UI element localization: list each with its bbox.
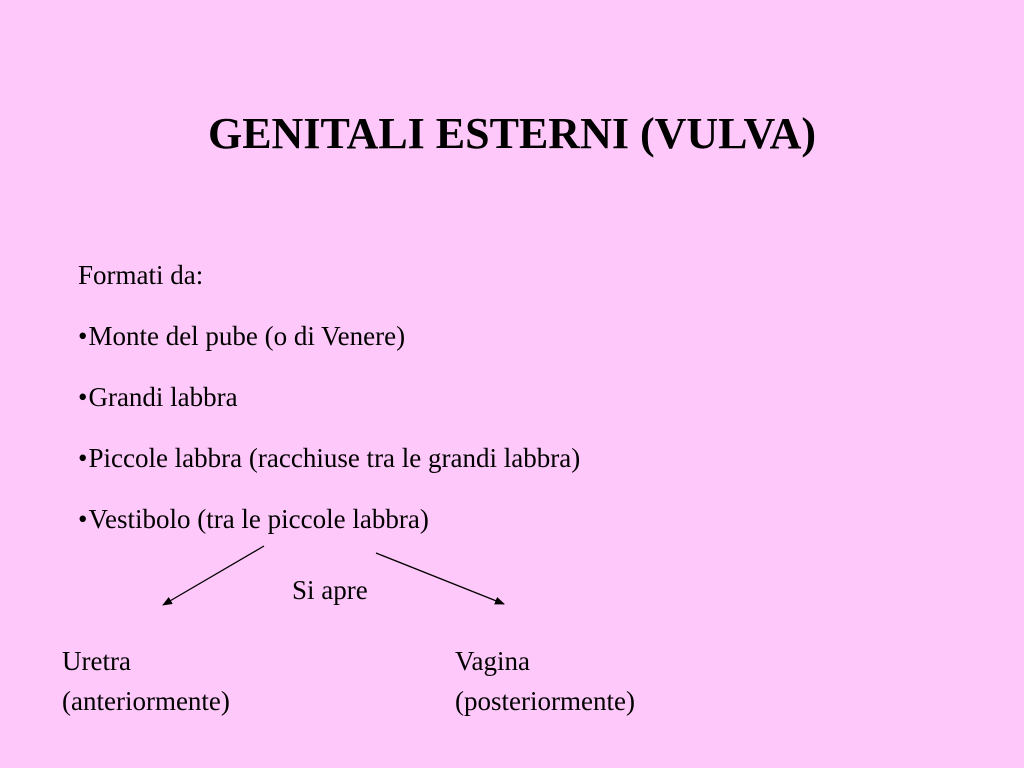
connector-label: Si apre	[292, 575, 368, 605]
target-name: Vagina	[455, 646, 530, 676]
bullet-item	[78, 441, 580, 475]
bullet-marker: •	[78, 382, 88, 412]
bullet-text: Piccole labbra (racchiuse tra le grandi labbra)	[88, 443, 581, 473]
bullet-text: Monte del pube (o di Venere)	[88, 321, 406, 351]
arrow-right	[376, 553, 504, 604]
target-vagina	[455, 641, 635, 721]
target-detail: (anteriormente)	[62, 686, 230, 716]
intro-text: Formati da:	[78, 260, 204, 290]
bullet-item	[78, 380, 238, 414]
arrow-left	[163, 546, 264, 605]
target-detail: (posteriormente)	[455, 686, 635, 716]
bullet-marker: •	[78, 321, 88, 351]
target-urethra	[62, 641, 230, 721]
bullet-text: Grandi labbra	[88, 382, 238, 412]
bullet-item	[78, 319, 405, 353]
bullet-marker: •	[78, 443, 88, 473]
bullet-text: Vestibolo (tra le piccole labbra)	[88, 504, 429, 534]
target-name: Uretra	[62, 646, 131, 676]
slide-title: GENITALI ESTERNI (VULVA)	[207, 109, 817, 158]
bullet-item	[78, 502, 429, 536]
bullet-marker: •	[78, 504, 88, 534]
